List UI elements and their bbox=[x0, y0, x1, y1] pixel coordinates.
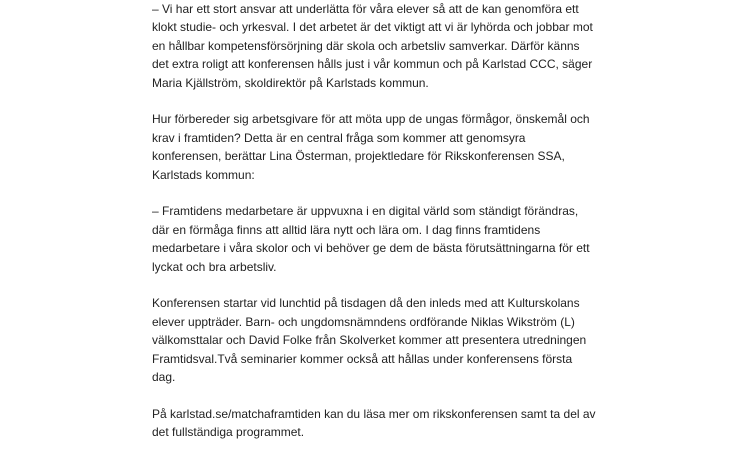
paragraph-quote-osterman bbox=[152, 202, 622, 276]
text-line: krav i framtiden? Detta är en central fråga som kommer att genomsyra bbox=[152, 130, 526, 145]
text-line: det extra roligt att konferensen hålls just i vår kommun och på Karlstad CCC, säger bbox=[152, 57, 593, 72]
text-line: konferensen, berättar Lina Österman, projektledare för Rikskonferensen SSA, bbox=[152, 149, 565, 164]
text-line: lyckat och bra arbetsliv. bbox=[152, 259, 277, 274]
paragraph-schedule bbox=[152, 294, 622, 386]
paragraph-more-info bbox=[152, 405, 622, 442]
text-line: Karlstads kommun: bbox=[152, 167, 255, 182]
text-line: där en förmåga finns att alltid lära nytt och lära om. I dag finns framtidens bbox=[152, 222, 541, 237]
text-line: dag. bbox=[152, 370, 176, 385]
text-line: medarbetare i våra skolor och vi behöver ge dem de bästa förutsättningarna för ett bbox=[152, 241, 590, 256]
text-line: På karlstad.se/matchaframtiden kan du läsa mer om rikskonferensen samt ta del av bbox=[152, 406, 596, 421]
paragraph-quote-kjallstrom bbox=[152, 0, 622, 92]
text-line: Hur förbereder sig arbetsgivare för att möta upp de ungas förmågor, önskemål och bbox=[152, 112, 590, 127]
article-body bbox=[152, 0, 622, 460]
paragraph-question bbox=[152, 110, 622, 184]
text-line: en hållbar kompetensförsörjning där skola och arbetsliv samverkar. Därför känns bbox=[152, 38, 580, 53]
text-line: – Framtidens medarbetare är uppvuxna i en digital värld som ständigt förändras, bbox=[152, 204, 579, 219]
text-line: Maria Kjällström, skoldirektör på Karlstads kommun. bbox=[152, 75, 429, 90]
text-line: klokt studie- och yrkesval. I det arbetet är det viktigt att vi är lyhörda och jobbar mot bbox=[152, 20, 593, 35]
text-line: Framtidsval.Två seminarier kommer också att hållas under konferensens första bbox=[152, 351, 573, 366]
text-line: det fullständiga programmet. bbox=[152, 425, 305, 440]
text-line: elever uppträder. Barn- och ungdomsnämndens ordförande Niklas Wikström (L) bbox=[152, 314, 575, 329]
text-line: – Vi har ett stort ansvar att underlätta för våra elever så att de kan genomföra ett bbox=[152, 2, 579, 16]
text-line: Konferensen startar vid lunchtid på tisdagen då den inleds med att Kulturskolans bbox=[152, 296, 580, 311]
text-line: välkomsttalar och David Folke från Skolverket kommer att presentera utredningen bbox=[152, 333, 587, 348]
